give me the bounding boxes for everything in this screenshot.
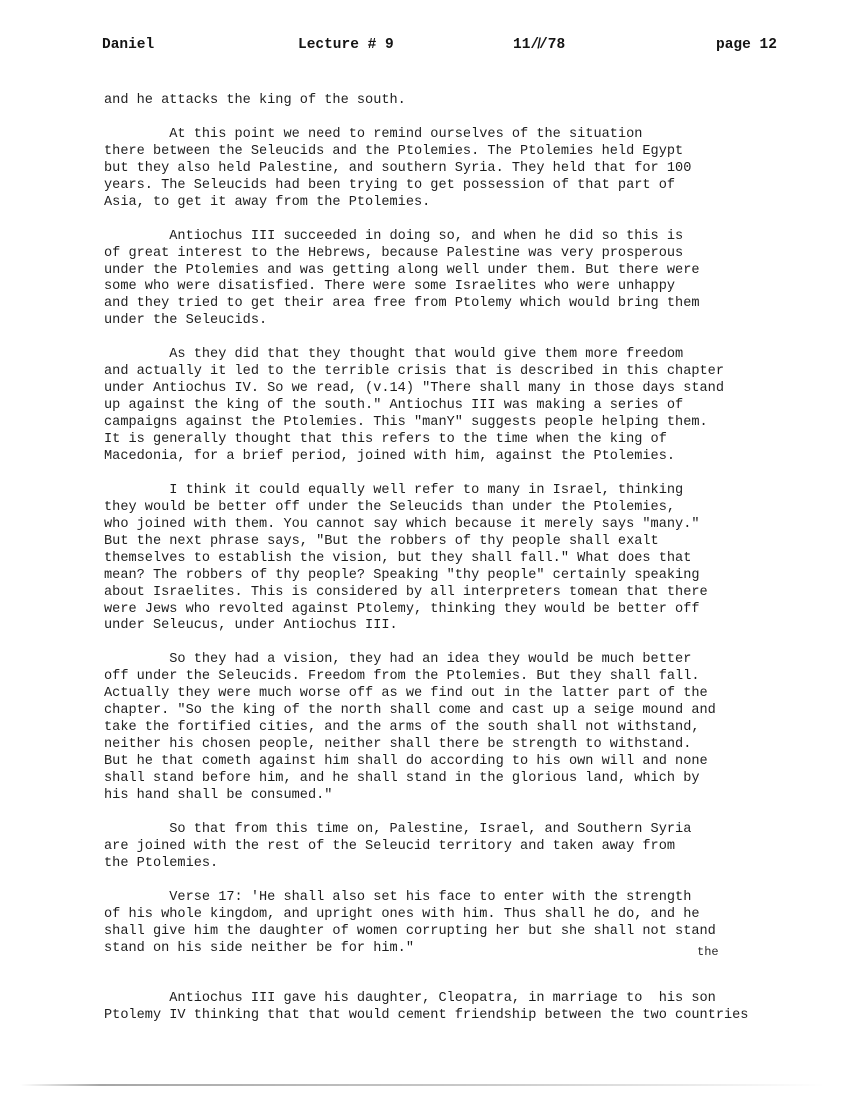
text-line: At this point we need to remind ourselves of the situation xyxy=(104,126,643,142)
text-line: mean? The robbers of thy people? Speaking "thy people" certainly speaking xyxy=(104,567,700,583)
text-line: It is generally thought that this refers to the time when the king of xyxy=(104,432,667,447)
text-line: years. The Seleucids had been trying to get possession of that part of xyxy=(104,177,676,193)
text-line: themselves to establish the vision, but they shall fall." What does that xyxy=(104,550,692,566)
header-title: Daniel xyxy=(102,37,155,53)
page-edge-shadow xyxy=(20,1084,825,1086)
text-line: there between the Seleucids and the Ptolemies. The Ptolemies held Egypt xyxy=(104,143,684,159)
text-line: But he that cometh against him shall do according to his own will and none xyxy=(104,754,708,769)
text-line: I think it could equally well refer to many in Israel, thinking xyxy=(104,482,684,498)
header-page: page 12 xyxy=(716,37,777,53)
text-line: his hand shall be consumed." xyxy=(104,787,333,803)
header-lecture: Lecture # 9 xyxy=(298,37,394,53)
text-line: the Ptolemies. xyxy=(104,855,219,871)
text-line: take the fortified cities, and the arms of the south shall not withstand, xyxy=(104,720,700,736)
text-line: of his whole kingdom, and upright ones with him. Thus shall he do, and he xyxy=(104,906,700,922)
text-line: Antiochus III gave his daughter, Cleopatra, in marriage to his son xyxy=(104,991,716,1007)
text-line: Asia, to get it away from the Ptolemies. xyxy=(104,194,431,210)
handwritten-annotation: the xyxy=(697,945,719,959)
text-line: who joined with them. You cannot say which because it merely says "many." xyxy=(104,516,700,532)
text-line: and actually it led to the terrible crisis that is described in this chapter xyxy=(104,364,724,380)
text-line: some who were disatisfied. There were some Israelites who were unhappy xyxy=(104,279,676,295)
text-line: they would be better off under the Seleucids than under the Ptolemies, xyxy=(104,499,676,515)
text-line: chapter. "So the king of the north shall come and cast up a seige mound and xyxy=(104,703,716,719)
text-line: So that from this time on, Palestine, Israel, and Southern Syria xyxy=(104,821,692,837)
text-line: are joined with the rest of the Seleucid territory and taken away from xyxy=(104,838,676,854)
text-line: campaigns against the Ptolemies. This "manY" suggests people helping them. xyxy=(104,415,708,431)
text-line: were Jews who revolted against Ptolemy, thinking they would be better off xyxy=(104,601,700,617)
text-line: Ptolemy IV thinking that that would cement friendship between the two countries xyxy=(104,1008,749,1024)
text-line: under the Ptolemies and was getting along well under them. But there were xyxy=(104,262,700,278)
text-line: under Antiochus IV. So we read, (v.14) "There shall many in those days stand xyxy=(104,381,724,397)
text-line: Actually they were much worse off as we find out in the latter part of the xyxy=(104,686,708,702)
text-line: So they had a vision, they had an idea they would be much better xyxy=(104,652,692,668)
text-line: Macedonia, for a brief period, joined with him, against the Ptolemies. xyxy=(104,448,676,464)
text-line: neither his chosen people, neither shall there be strength to withstand. xyxy=(104,737,692,753)
text-line: off under the Seleucids. Freedom from the Ptolemies. But they shall fall. xyxy=(104,669,700,685)
text-line: about Israelites. This is considered by all interpreters tomean that there xyxy=(104,584,708,600)
text-line: stand on his side neither be for him." xyxy=(104,940,414,956)
text-line: up against the king of the south." Antiochus III was making a series of xyxy=(104,398,684,414)
text-line: Antiochus III succeeded in doing so, and when he did so this is xyxy=(104,228,684,244)
text-line: under the Seleucids. xyxy=(104,313,268,329)
text-line: shall give him the daughter of women corrupting her but she shall not stand xyxy=(104,923,716,939)
text-line: of great interest to the Hebrews, because Palestine was very prosperous xyxy=(104,245,684,261)
text-line: As they did that they thought that would give them more freedom xyxy=(104,347,684,363)
text-line: Verse 17: 'He shall also set his face to enter with the strength xyxy=(104,889,692,905)
text-line: under Seleucus, under Antiochus III. xyxy=(104,618,398,634)
text-line: and they tried to get their area free from Ptolemy which would bring them xyxy=(104,296,700,312)
text-line: shall stand before him, and he shall stand in the glorious land, which by xyxy=(104,771,700,786)
text-line: But the next phrase says, "But the robbers of thy people shall exalt xyxy=(104,533,659,549)
header-date: 11/̸/78 xyxy=(513,37,566,53)
text-line: and he attacks the king of the south. xyxy=(104,93,406,108)
text-line: but they also held Palestine, and southern Syria. They held that for 100 xyxy=(104,160,692,176)
